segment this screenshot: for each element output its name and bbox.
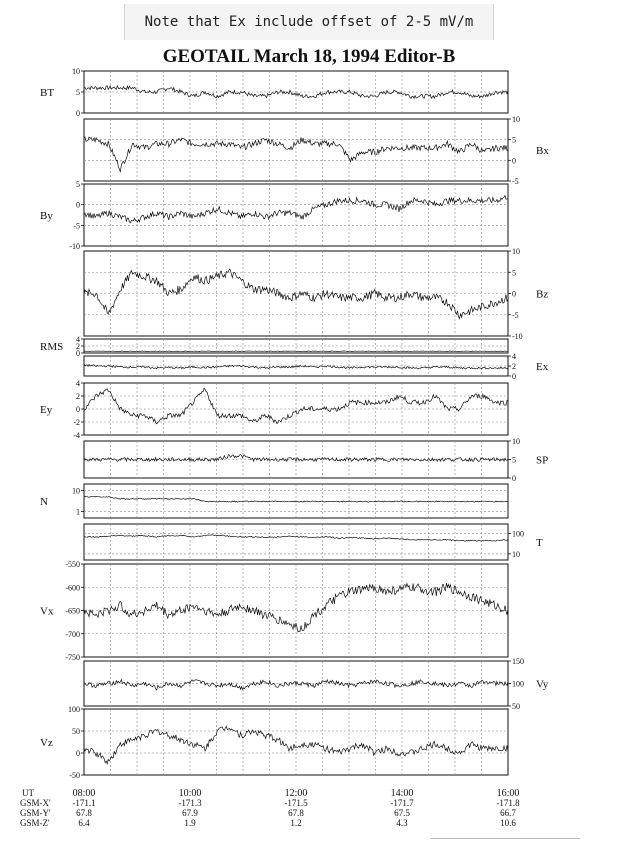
footer-value: 6.4	[78, 818, 90, 828]
tick-label-t: 10	[512, 549, 520, 559]
series-line-rms	[84, 351, 508, 352]
footer-value: 67.8	[288, 808, 304, 818]
tick-label-vz: 0	[76, 749, 80, 758]
tick-label-ey: -4	[73, 431, 80, 440]
panel-label-bt: BT	[40, 87, 55, 99]
footer-value: -171.1	[72, 798, 96, 808]
tick-label-vx: -550	[65, 560, 80, 569]
tick-label-vx: -650	[65, 606, 80, 616]
footer-value: 1.9	[184, 818, 196, 828]
tick-label-vx: -700	[65, 629, 80, 639]
series-line-bx	[84, 137, 508, 172]
x-tick-label: 12:00	[284, 788, 308, 799]
tick-label-bx: 0	[512, 156, 516, 166]
footer-value: -171.8	[496, 798, 520, 808]
tick-label-vz: -50	[69, 771, 80, 780]
tick-label-vx: -600	[65, 583, 80, 593]
tick-label-bz: 0	[512, 289, 516, 299]
tick-label-vx: -750	[65, 653, 80, 662]
tick-label-bx: 5	[512, 135, 516, 145]
tick-label-by: -10	[69, 242, 80, 251]
tick-label-by: 5	[76, 180, 80, 189]
footer-value: -171.5	[284, 798, 308, 808]
tick-label-sp: 10	[512, 437, 520, 446]
tick-label-ey: -2	[73, 418, 80, 427]
tick-label-n: 1	[76, 507, 80, 517]
tick-label-bx: 10	[512, 115, 520, 124]
footer-value: 66.7	[500, 808, 516, 818]
panel-label-vx: Vx	[40, 605, 54, 618]
panel-label-sp: SP	[536, 454, 549, 467]
tick-label-rms: 0	[76, 349, 80, 358]
tick-label-rms: 4	[76, 335, 80, 344]
chart-title: GEOTAIL March 18, 1994 Editor-B	[162, 46, 456, 67]
tick-label-n: 10	[72, 486, 80, 496]
tick-label-bz: 5	[512, 268, 516, 278]
footer-value: 10.6	[500, 818, 516, 828]
tick-label-ex: 0	[512, 372, 516, 381]
tick-label-vy: 50	[512, 702, 520, 711]
tick-label-bx: -5	[512, 177, 519, 186]
panel-label-bx: Bx	[536, 145, 549, 157]
series-line-ey	[84, 388, 508, 424]
panel-label-rms: RMS	[40, 341, 64, 353]
panel-label-ex: Ex	[536, 361, 549, 373]
x-tick-label: 10:00	[178, 788, 202, 799]
footer-label: GSM-Y'	[20, 808, 51, 818]
tick-label-ey: 4	[76, 379, 80, 388]
panel-label-n: N	[40, 496, 48, 508]
tick-label-bz: -5	[512, 310, 519, 320]
tick-label-ey: 0	[76, 405, 80, 414]
panel-label-by: By	[40, 210, 53, 222]
tick-label-vy: 100	[512, 679, 524, 689]
tick-label-vy: 150	[512, 657, 524, 666]
tick-label-sp: 0	[512, 474, 516, 483]
tick-label-rms: 2	[76, 342, 80, 351]
footer-value: -171.7	[390, 798, 414, 808]
tick-label-by: -5	[73, 221, 80, 231]
x-tick-label: 16:00	[496, 788, 520, 799]
tick-label-ex: 2	[512, 362, 516, 371]
footer-label: GSM-X'	[20, 798, 51, 808]
footer-value: 1.2	[290, 818, 302, 828]
footer-value: -171.3	[178, 798, 202, 808]
offset-note: Note that Ex include offset of 2-5 mV/m	[124, 4, 494, 40]
series-line-vx	[84, 583, 508, 632]
scan-edge-line	[430, 838, 580, 839]
footer-value: 67.5	[394, 808, 410, 818]
tick-label-bt: 10	[72, 67, 80, 76]
tick-label-ey: 2	[76, 392, 80, 401]
panel-label-bz: Bz	[536, 288, 549, 301]
footer-value: 67.9	[182, 808, 198, 818]
footer-value: 67.8	[76, 808, 92, 818]
tick-label-vz: 50	[72, 727, 80, 736]
tick-label-vz: 100	[68, 705, 80, 714]
tick-label-by: 0	[76, 200, 80, 210]
tick-label-sp: 5	[512, 455, 516, 465]
tick-label-bt: 5	[76, 88, 80, 97]
panel-label-vy: Vy	[536, 678, 549, 691]
tick-label-bt: 0	[76, 109, 80, 118]
footer-label: GSM-Z'	[20, 818, 50, 828]
panel-label-t: T	[536, 537, 543, 549]
tick-label-bz: -10	[512, 332, 523, 341]
panel-label-vz: Vz	[40, 737, 53, 749]
x-tick-label: 08:00	[72, 788, 96, 799]
tick-label-bz: 10	[512, 247, 520, 256]
tick-label-t: 100	[512, 529, 524, 539]
panel-label-ey: Ey	[40, 404, 53, 416]
x-tick-label: 14:00	[390, 788, 414, 799]
footer-label: UT	[22, 788, 34, 798]
tick-label-ex: 4	[512, 352, 516, 361]
footer-value: 4.3	[396, 818, 408, 828]
